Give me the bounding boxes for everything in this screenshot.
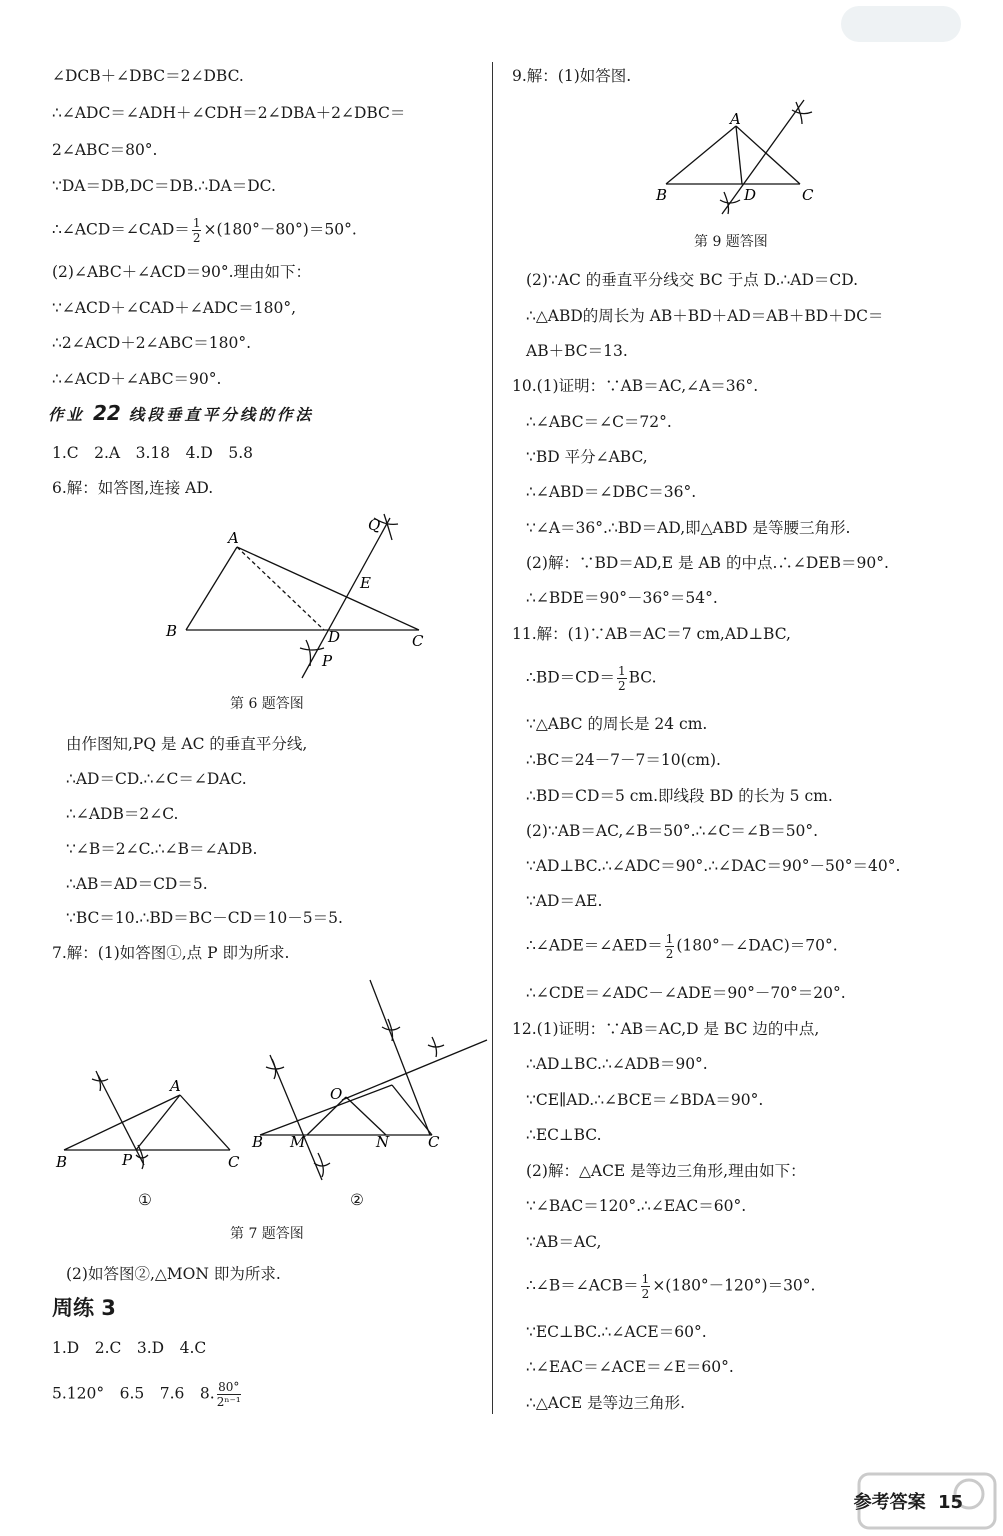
text-line-with-fraction — [526, 932, 838, 961]
section-heading — [48, 403, 314, 425]
segment-ad-dashed — [237, 547, 324, 630]
label-a: A — [228, 529, 239, 547]
fraction-numerator: 1 — [665, 932, 674, 946]
text-line-with-fraction — [526, 664, 657, 693]
text-line: 2∠ABC＝80°. — [52, 141, 158, 159]
fig1-label-c: C — [228, 1153, 240, 1171]
text-line: ∠DCB＋∠DBC＝2∠DBC. — [52, 67, 244, 85]
answer-line: 1.C 2.A 3.18 4.D 5.8 — [52, 444, 254, 462]
fig2-arc-mark-2 — [314, 1153, 330, 1177]
text-fragment: ∴BD＝CD＝ — [526, 668, 615, 687]
figure-7-caption: 第 7 题答图 — [230, 1226, 304, 1242]
text-line: (2)∵AC 的垂直平分线交 BC 于点 D.∴AD＝CD. — [526, 271, 859, 289]
figure-7-sublabel-2: ② — [350, 1191, 364, 1209]
text-fragment: ×(180°－120°)＝30°. — [652, 1276, 816, 1295]
text-fragment: ∴∠ADE＝∠AED＝ — [526, 936, 663, 955]
fraction-numerator: 1 — [617, 664, 626, 678]
fig2-segment-ba — [260, 1085, 392, 1135]
label-e: E — [360, 574, 371, 592]
watermark-logo — [857, 1472, 997, 1530]
fraction-numerator: 80° — [218, 1380, 240, 1394]
fraction-one-half — [192, 216, 202, 245]
label-q: Q — [368, 516, 381, 534]
fraction-denominator: 2 — [665, 947, 674, 961]
fig1-label-b: B — [56, 1153, 68, 1171]
label-d: D — [328, 628, 341, 646]
text-fragment: (180°－∠DAC)＝70°. — [676, 936, 838, 955]
fig1-label-a: A — [170, 1077, 181, 1095]
text-line-with-fraction — [52, 216, 357, 245]
fig2-label-m: M — [290, 1133, 306, 1151]
text-line: ∴∠BDE＝90°－36°＝54°. — [526, 589, 718, 607]
fraction-denominator: 2 — [192, 231, 201, 245]
fraction-denominator: 2 — [617, 679, 626, 693]
text-line: (2)∵AB＝AC,∠B＝50°.∴∠C＝∠B＝50°. — [526, 822, 819, 840]
fig2-label-b: B — [252, 1133, 264, 1151]
label-p: P — [322, 652, 333, 670]
fig2-segment-on — [346, 1097, 386, 1135]
text-line: ∴EC⊥BC. — [526, 1126, 602, 1144]
figure-6-diagram — [162, 510, 422, 686]
text-line: ∴BD＝CD＝5 cm.即线段 BD 的长为 5 cm. — [526, 787, 833, 805]
fraction-one-half — [641, 1272, 651, 1301]
figure-7-sublabel-1: ① — [138, 1191, 152, 1209]
text-line: ∴∠ABD＝∠DBC＝36°. — [526, 483, 697, 501]
text-line: ∴△ABD的周长为 AB＋BD＋AD＝AB＋BD＋DC＝ — [526, 307, 884, 325]
text-line: 10.(1)证明：∵AB＝AC,∠A＝36°. — [512, 377, 759, 395]
label-d: D — [744, 186, 757, 204]
text-line: ∴∠ABC＝∠C＝72°. — [526, 413, 672, 431]
text-fragment: ∴∠B＝∠ACB＝ — [526, 1276, 639, 1295]
figure-7-diagram — [52, 975, 492, 1175]
text-line: ∵∠ACD＋∠CAD＋∠ADC＝180°, — [52, 299, 297, 317]
fraction-80-over-power — [217, 1380, 241, 1409]
text-fragment: BC. — [628, 668, 657, 687]
text-line: ∵CE∥AD.∴∠BCE＝∠BDA＝90°. — [526, 1091, 764, 1109]
text-line: 7.解：(1)如答图①,点 P 即为所求. — [52, 944, 290, 962]
text-line: (2)解：△ACE 是等边三角形,理由如下： — [526, 1162, 806, 1180]
text-line: ∵△ABC 的周长是 24 cm. — [526, 715, 708, 733]
text-line: 11.解：(1)∵AB＝AC＝7 cm,AD⊥BC, — [512, 625, 791, 643]
text-line: ∴∠EAC＝∠ACE＝∠E＝60°. — [526, 1358, 734, 1376]
text-line: ∴∠CDE＝∠ADC－∠ADE＝90°－70°＝20°. — [526, 984, 846, 1002]
text-line: ∴∠ADC＝∠ADH＋∠CDH＝2∠DBA＋2∠DBC＝ — [52, 104, 406, 122]
section-number: 22 — [93, 401, 121, 425]
section-prefix: 作业 — [48, 406, 86, 424]
label-a: A — [730, 110, 741, 128]
text-fragment: ∴∠ACD＝∠CAD＝ — [52, 220, 190, 239]
fig2-bisector-left — [270, 1055, 322, 1180]
text-line: ∵∠B＝2∠C.∴∠B＝∠ADB. — [66, 840, 258, 858]
text-line-with-fraction — [526, 1272, 815, 1301]
fraction-denominator: 2ⁿ⁻¹ — [216, 1395, 241, 1409]
fig2-label-o: O — [330, 1085, 343, 1103]
fraction-numerator: 1 — [192, 216, 201, 230]
footer-label: 参考答案 — [853, 1492, 926, 1513]
text-line: ∵∠A＝36°.∴BD＝AD,即△ABD 是等腰三角形. — [526, 519, 851, 537]
arc-mark-bottom — [720, 192, 740, 214]
text-line: ∵BC＝10.∴BD＝BC－CD＝10－5＝5. — [66, 909, 343, 927]
text-line: ∴BC＝24－7－7＝10(cm). — [526, 751, 721, 769]
text-line: ∵AD⊥BC.∴∠ADC＝90°.∴∠DAC＝90°－50°＝40°. — [526, 857, 901, 875]
segment-ad — [736, 126, 742, 184]
fig2-arc-mark-1 — [266, 1059, 284, 1079]
corner-tab-decoration — [841, 6, 961, 42]
text-line: (2)如答图②,△MON 即为所求. — [66, 1265, 281, 1283]
fig2-extension-line — [342, 1040, 487, 1100]
label-c: C — [802, 186, 814, 204]
answer-line-with-fraction — [52, 1380, 243, 1409]
text-line: ∴∠ACD＋∠ABC＝90°. — [52, 370, 222, 388]
text-line: (2)解：∵BD＝AD,E 是 AB 的中点.∴∠DEB＝90°. — [526, 554, 889, 572]
text-line: ∴AB＝AD＝CD＝5. — [66, 875, 208, 893]
text-line: ∵DA＝DB,DC＝DB.∴DA＝DC. — [52, 177, 276, 195]
section-title: 线段垂直平分线的作法 — [128, 406, 314, 424]
fig1-segment-ac — [180, 1095, 230, 1150]
segment-ac — [237, 547, 419, 630]
text-line: ∵∠BAC＝120°.∴∠EAC＝60°. — [526, 1197, 747, 1215]
fig1-bisector-line — [98, 1075, 144, 1165]
fraction-denominator: 2 — [641, 1287, 650, 1301]
text-line: 6.解：如答图,连接 AD. — [52, 479, 214, 497]
fraction-numerator: 1 — [641, 1272, 650, 1286]
text-line: ∵EC⊥BC.∴∠ACE＝60°. — [526, 1323, 707, 1341]
fig2-arc-mark-4 — [428, 1037, 444, 1057]
fig2-label-n: N — [376, 1133, 390, 1151]
fig2-bisector-right — [370, 980, 430, 1135]
text-line: ∵AD＝AE. — [526, 892, 603, 910]
text-line: 12.(1)证明：∵AB＝AC,D 是 BC 边的中点, — [512, 1020, 820, 1038]
text-line: ∴AD＝CD.∴∠C＝∠DAC. — [66, 770, 247, 788]
text-fragment: ×(180°－80°)＝50°. — [203, 220, 357, 239]
text-line: (2)∠ABC＋∠ACD＝90°.理由如下： — [52, 263, 312, 281]
weekly-practice-heading: 周练 3 — [52, 1296, 116, 1320]
text-line: ∴△ACE 是等边三角形. — [526, 1394, 686, 1412]
segment-ab — [666, 126, 736, 184]
page-number: 15 — [937, 1492, 963, 1513]
text-line: 9.解：(1)如答图. — [512, 67, 632, 85]
fig1-arc-mark-top — [92, 1071, 108, 1091]
fig1-label-p: P — [122, 1151, 133, 1169]
text-line: ∴∠ADB＝2∠C. — [66, 805, 179, 823]
fig2-label-c: C — [428, 1133, 440, 1151]
text-line: ∵BD 平分∠ABC, — [526, 448, 648, 466]
label-b: B — [166, 622, 178, 640]
fig2-segment-ac — [392, 1085, 432, 1135]
text-fragment: 5.120° 6.5 7.6 8. — [52, 1384, 215, 1403]
figure-9-diagram — [652, 96, 832, 226]
column-divider — [492, 62, 493, 1414]
segment-ab — [186, 547, 237, 630]
answer-line: 1.D 2.C 3.D 4.C — [52, 1339, 207, 1357]
segment-ac — [736, 126, 800, 184]
label-c: C — [412, 632, 424, 650]
figure-6-caption: 第 6 题答图 — [230, 696, 304, 712]
text-line: 由作图知,PQ 是 AC 的垂直平分线, — [66, 735, 308, 753]
fig1-segment-ap — [136, 1095, 180, 1150]
perpendicular-bisector-pq — [302, 518, 390, 678]
fraction-one-half — [617, 664, 627, 693]
figure-9-caption: 第 9 题答图 — [694, 234, 768, 250]
text-line: AB＋BC＝13. — [526, 342, 628, 360]
fig2-arc-mark-3 — [382, 1019, 400, 1041]
fraction-one-half — [665, 932, 675, 961]
text-line: ∴2∠ACD＋2∠ABC＝180°. — [52, 334, 252, 352]
label-b: B — [656, 186, 668, 204]
text-line: ∵AB＝AC, — [526, 1233, 602, 1251]
text-line: ∴AD⊥BC.∴∠ADB＝90°. — [526, 1055, 708, 1073]
